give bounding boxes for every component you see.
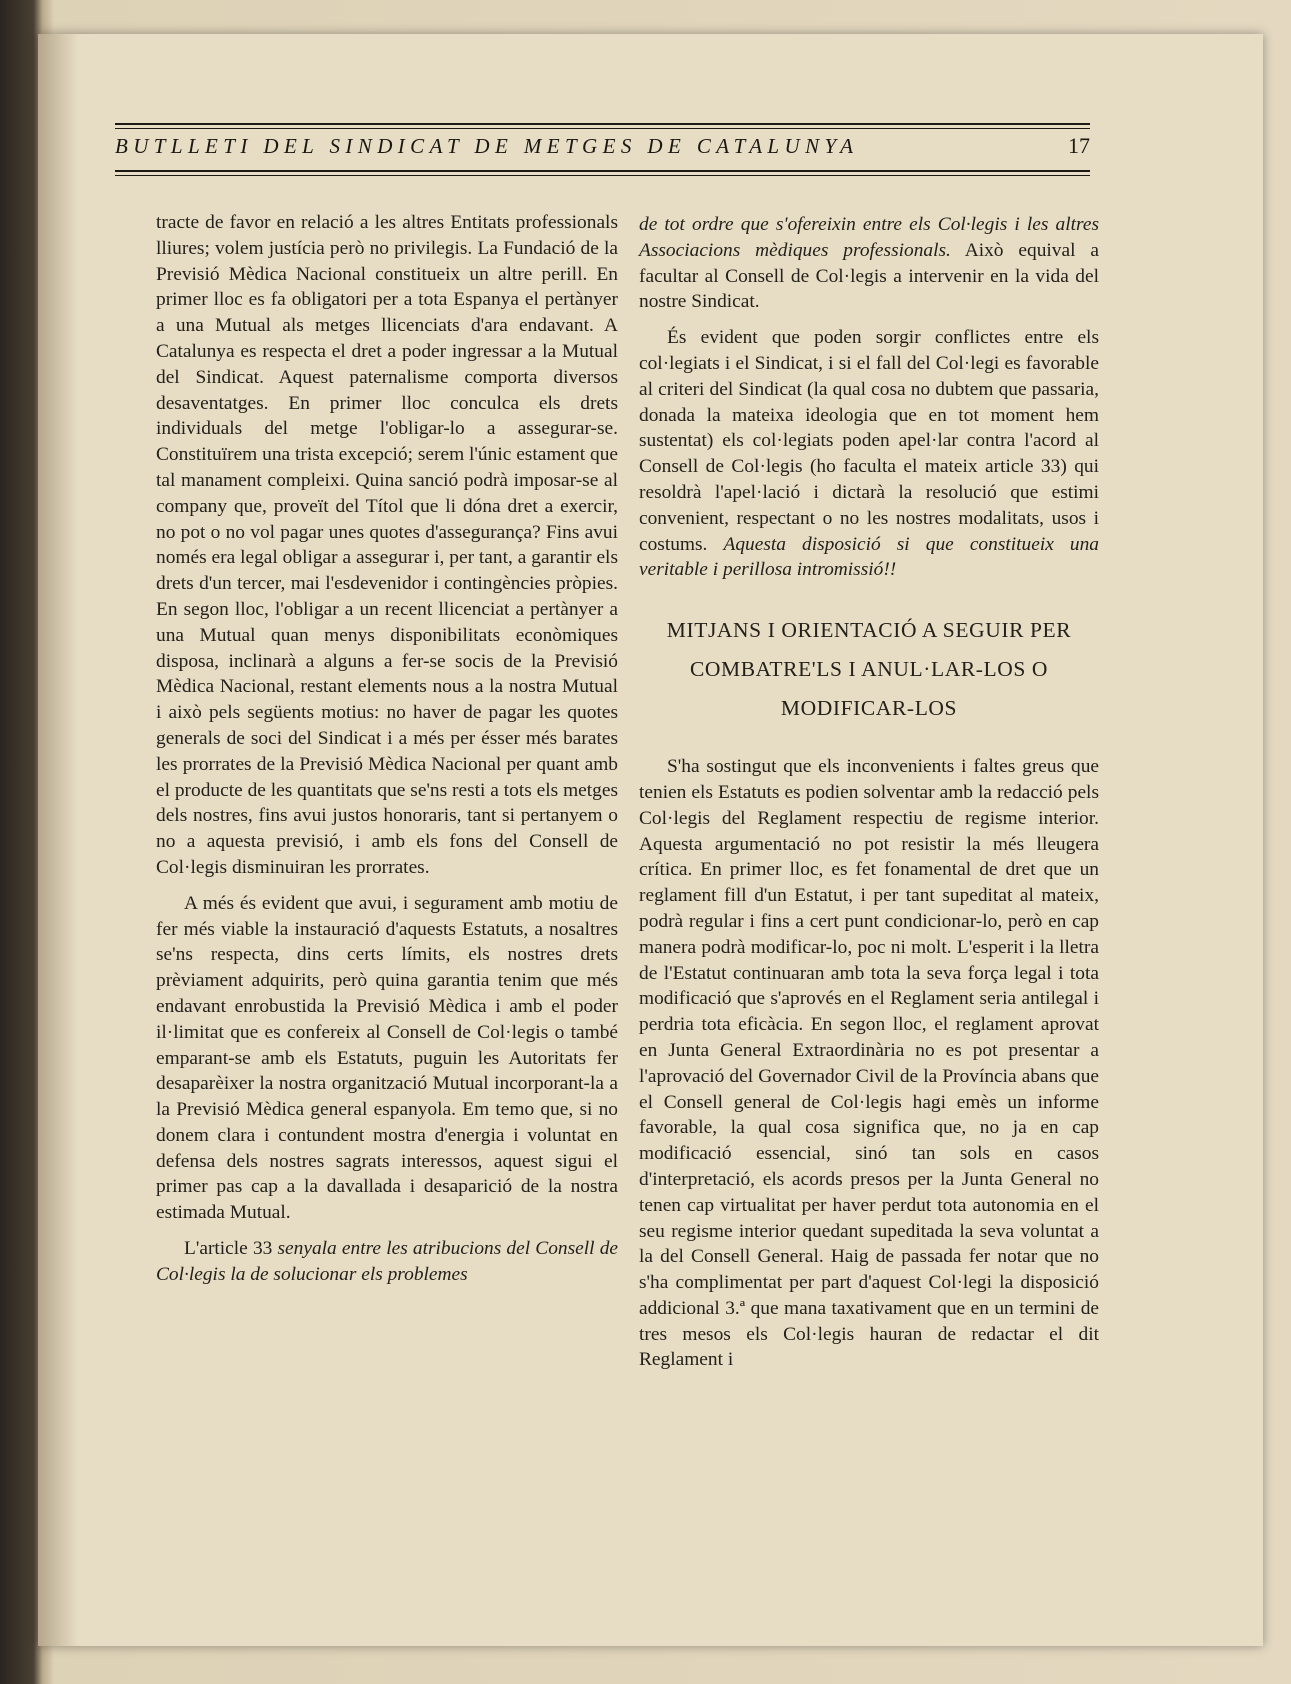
- paragraph: A més és evident que avui, i segurament amb motiu de fer més viable la instauració d'aquests Estatuts, a nosaltres se'ns respecta, dins certs límits, els nostres drets prèviament adquirits, però quina garantia tenim que més endavant enrobustida la Previsió Mèdica i amb el poder il·limitat que es confereix al Consell de Col·legis o també emparant-se amb els Estatuts, puguin les Autoritats fer desaparèixer la nostra organització Mutual incorporant-la a la Previsió Mèdica general espanyola. Em temo que, si no donem clara i contundent mostra d'energia i voluntat en defensa dels nostres sagrats interessos, aquest sigui el primer pas cap a la davallada i desaparició de la nostra estimada Mutual.: [156, 892, 618, 1224]
- header-rule-bottom-thin: [115, 175, 1090, 176]
- italic-text: de tot ordre que s'ofereixin entre els Col·legis i les altres Associacions mèdiques professionals.: [639, 214, 1099, 261]
- paragraph: S'ha sostingut que els inconvenients i faltes greus que tenien els Estatuts es podien solventar amb la redacció pels Col·legis del Reglament respectiu de regisme interior. Aquesta argumentació no pot resistir la més lleugera crítica. En primer lloc, es fet fonamental de dret que un reglament fill d'un Estatut, i per tant supeditat al mateix, podrà regular i fins a cert punt condicionar-lo, però en cap manera podrà modificar-lo, poc ni molt. L'esperit i la lletra de l'Estatut continuaran amb tota la seva força legal i tota modificació que s'aprovés en el Reglament seria antilegal i perdria tota eficàcia. En segon lloc, el reglament aprovat en Junta General Extraordinària no es pot presentar a l'aprovació del Governador Civil de la Província abans que el Consell general de Col·legis hagi emès un informe favorable, la qual cosa significa que, no ja en cap modificació essencial, sinó tan sols en casos d'interpretació, els acords presos per la Junta General no tenen cap virtualitat per haver perdut tota autonomia en el seu regisme interior quedant supeditada la seva voluntat a la del Consell General. Haig de passada fer notar que no s'ha complimentat per part d'aquest Col·legi la disposició addicional 3.ª que mana taxativament que en un termini de tres mesos els Col·legis hauran de redactar el dit Reglament i: [639, 756, 1099, 1371]
- paragraph-text: L'article 33: [184, 1238, 278, 1260]
- journal-title: BUTLLETI DEL SINDICAT DE METGES DE CATALUNYA: [115, 134, 859, 158]
- paragraph: tracte de favor en relació a les altres Entitats professionals lliures; volem justícia però no privilegis. La Fundació de la Previsió Mèdica Nacional constitueix un altre perill. En primer lloc es fa obligatori per a tota Espanya el pertànyer a una Mutual als metges llicenciats d'ara endavant. A Catalunya es respecta el dret a poder ingressar a la Mutual del Sindicat. Aquest paternalisme comporta diversos desaventatges. En primer lloc conculca els drets individuals del metge l'obligar-lo a assegurar-se. Constituïrem una trista excepció; serem l'únic estament que tal manament compleixi. Quina sanció podrà imposar-se al company que, proveït del Títol que li dóna dret a exercir, no pot o no vol pagar unes quotes d'assegurança? Fins avui només era legal obligar a assegurar i, per tant, a garantir els drets d'un tercer, mai l'esdevenidor i contingències pròpies. En segon lloc, l'obligar a un recent llicenciat a pertànyer a una Mutual quan menys disponibilitats econòmiques disposa, inclinarà a alguns a fer-se socis de la Previsió Mèdica Nacional, restant elements nous a la nostra Mutual i això pels següents motius: no haver de pagar les quotes generals de soci del Sindicat i a més per ésser més barates les prorrates de la Previsió Mèdica Nacional per quant amb el producte de les quantitats que se'ns resti a tots els metges dels nostres, fins avui justos honoraris, tant si pertanyem o no a aquesta previsió, i amb els fons del Consell de Col·legis disminuiran les prorrates.: [156, 212, 618, 878]
- right-column: [639, 212, 1099, 1383]
- header-rule-top: [115, 123, 1090, 125]
- header-rule-top-thin: [115, 128, 1090, 129]
- paragraph-text: Això equival a facultar al Consell de Col·legis a intervenir en la vida del nostre Sindicat.: [639, 239, 1099, 313]
- running-header: [115, 91, 1090, 181]
- section-heading: MITJANS I ORIENTACIÓ A SEGUIR PER COMBATRE'LS I ANUL·LAR-LOS O MODIFICAR-LOS: [666, 618, 1072, 721]
- paragraph-text: És evident que poden sorgir conflictes entre els col·legiats i el Sindicat, i si el fall del Col·legi es favorable al criteri del Sindicat (la qual cosa no dubtem que passaria, donada la mateixa ideologia que en tot moment hem sustentat) els col·legiats poden apel·lar contra l'acord al Consell de Col·legis (ho faculta el mateix article 33) qui resoldrà l'apel·lació i dictarà la resolució que estimi convenient, respectant o no les nostres modalitats, usos i costums.: [639, 327, 1099, 555]
- paragraph: [639, 212, 1099, 315]
- left-column: [156, 210, 618, 1298]
- italic-text: Aquesta disposició si que constitueix una veritable i perillosa intromissió!!: [639, 533, 1099, 581]
- header-rule-bottom: [115, 170, 1090, 172]
- paragraph: [156, 1236, 618, 1288]
- paragraph: [639, 325, 1099, 583]
- page-number: 17: [1068, 133, 1090, 158]
- italic-text: senyala entre les atribucions del Consell de Col·legis la de solucionar els problemes: [156, 1238, 618, 1285]
